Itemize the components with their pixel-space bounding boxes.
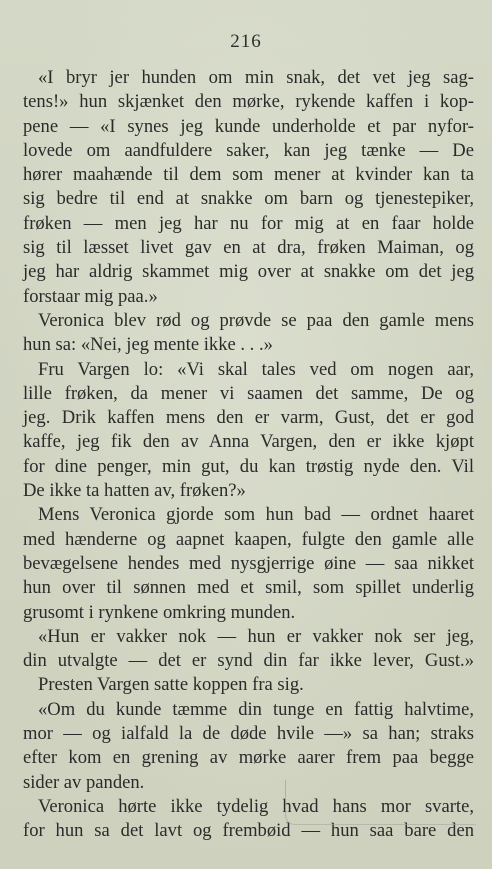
text-line: for hun sa det lavt og frembøid — hun saa bare den (23, 820, 474, 842)
text-line: lille frøken, da mener vi saamen det samme, De og (23, 382, 474, 404)
text-line: sig bedre til end at snakke om barn og tjenestepiker, (23, 188, 474, 210)
text-line: din utvalgte — det er synd din far ikke lever, Gust.» (23, 650, 474, 672)
text-line: sig til læsset livet gav en at dra, frøken Maiman, og (23, 237, 474, 259)
text-line: efter kom en grening av mørke aarer frem paa begge (23, 747, 474, 769)
text-line: bevægelsene hendes med nysgjerrige øine — saa nikket (23, 552, 474, 574)
text-line: De ikke ta hatten av, frøken?» (23, 480, 246, 502)
text-line: hører maahænde til dem som mener at kvinder kan ta (23, 164, 474, 186)
text-line: hun over til sønnen med et smil, som spillet underlig (23, 577, 474, 599)
text-line: «Om du kunde tæmme din tunge en fattig halvtime, (38, 698, 474, 720)
text-line: Veronica hørte ikke tydelig hvad hans mor svarte, (38, 795, 474, 817)
text-line: Veronica blev rød og prøvde se paa den gamle mens (38, 309, 474, 331)
text-line: Presten Vargen satte koppen fra sig. (38, 674, 304, 696)
text-line: «I bryr jer hunden om min snak, det vet jeg sag- (38, 67, 474, 88)
pencil-mark (285, 780, 476, 825)
text-line: med hænderne og aapnet kaapen, fulgte den gamle alle (23, 528, 474, 550)
text-line: pene — «I synes jeg kunde underholde et par nyfor- (23, 115, 474, 137)
text-line: Mens Veronica gjorde som hun bad — ordnet haaret (38, 504, 474, 526)
text-line: «Hun er vakker nok — hun er vakker nok ser jeg, (38, 625, 474, 647)
text-line: lovede om aandfuldere saker, kan jeg tænke — De (23, 139, 474, 161)
text-line: tens!» hun skjænket den mørke, rykende kaffen i kop- (23, 91, 474, 113)
page-number: 216 (230, 31, 262, 52)
text-line: grusomt i rynkene omkring munden. (23, 601, 296, 623)
text-line: sider av panden. (23, 771, 145, 793)
text-line: forstaar mig paa.» (23, 285, 158, 307)
text-line: frøken — men jeg har nu for mig at en faar holde (23, 212, 474, 234)
text-line: hun sa: «Nei, jeg mente ikke . . .» (23, 334, 273, 356)
body-text (23, 66, 474, 844)
text-line: jeg har aldrig skammet mig over at snakke om det jeg (23, 261, 474, 283)
text-line: for dine penger, min gut, du kan trøstig nyde den. Vil (23, 455, 474, 477)
text-line: Fru Vargen lo: «Vi skal tales ved om nogen aar, (38, 358, 474, 380)
text-line: mor — og ialfald la de døde hvile —» sa han; straks (23, 723, 474, 745)
text-line: kaffe, jeg fik den av Anna Vargen, den er ikke kjøpt (23, 431, 474, 453)
text-line: jeg. Drik kaffen mens den er varm, Gust, det er god (23, 407, 474, 429)
